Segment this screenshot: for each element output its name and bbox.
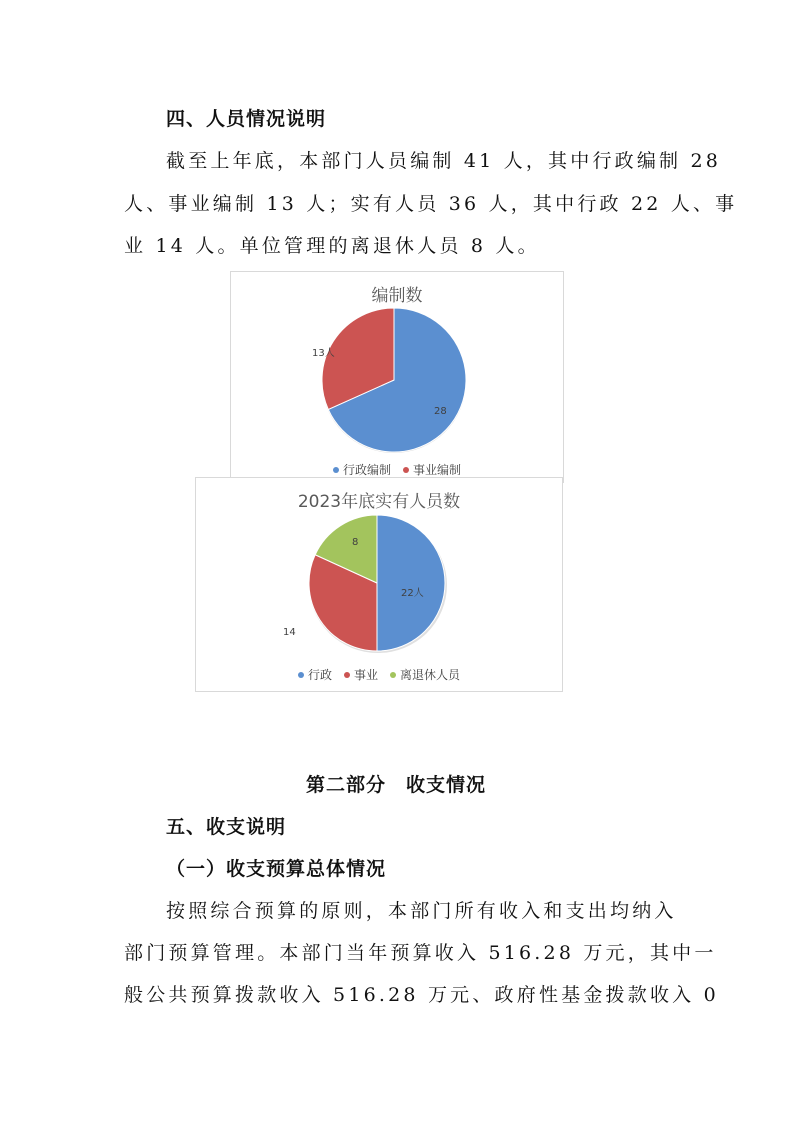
chart-bianzhi-label-0: 28 [434,406,447,417]
chart-bianzhi [230,271,564,483]
legend-item-shiye [344,666,378,683]
legend-label: 离退休人员 [400,668,461,682]
chart-shiyou [195,477,563,692]
legend-label: 事业 [353,668,378,682]
legend-item-shiye-bianzhi [403,461,461,478]
section5-heading: 五、收支说明 [166,816,287,838]
section5-line-3: 般公共预算拨款收入 516.28 万元、政府性基金拨款收入 0 [124,984,719,1006]
legend-item-lituixiu [390,666,460,683]
legend-label: 事业编制 [413,463,462,477]
chart-bianzhi-slices [322,308,466,452]
section4-line-3: 业 14 人。单位管理的离退休人员 8 人。 [124,235,540,257]
legend-swatch-green [390,672,396,678]
legend-swatch-blue [333,467,339,473]
chart-shiyou-slice-0 [377,515,445,651]
section4-line-2: 人、事业编制 13 人；实有人员 36 人，其中行政 22 人、事 [124,193,738,215]
chart-shiyou-legend [196,666,562,683]
chart-bianzhi-legend [231,461,563,478]
section4-line-1: 截至上年底，本部门人员编制 41 人，其中行政编制 28 [166,150,722,172]
chart-bianzhi-title: 编制数 [371,286,423,306]
section4-heading: 四、人员情况说明 [166,108,327,130]
section5-line-1: 按照综合预算的原则，本部门所有收入和支出均纳入 [166,900,677,922]
legend-swatch-red [403,467,409,473]
legend-swatch-red [344,672,350,678]
chart-shiyou-label-2: 8 [352,537,359,548]
chart-shiyou-title: 2023年底实有人员数 [297,492,461,512]
legend-item-xingzheng [298,666,332,683]
legend-label: 行政 [307,668,332,682]
chart-bianzhi-svg [231,272,563,482]
legend-label: 行政编制 [342,463,391,477]
chart-shiyou-svg [196,478,562,691]
section5-line-2: 部门预算管理。本部门当年预算收入 516.28 万元，其中一 [124,942,717,964]
chart-shiyou-label-0: 22人 [401,588,424,599]
legend-swatch-blue [298,672,304,678]
chart-shiyou-label-1: 14 [283,627,296,638]
chart-bianzhi-label-1: 13人 [312,348,335,359]
legend-item-xingzheng-bianzhi [333,461,391,478]
chart-shiyou-slices [309,515,445,651]
section5-subheading: （一）收支预算总体情况 [166,858,387,880]
part2-title: 第二部分 收支情况 [305,774,486,796]
